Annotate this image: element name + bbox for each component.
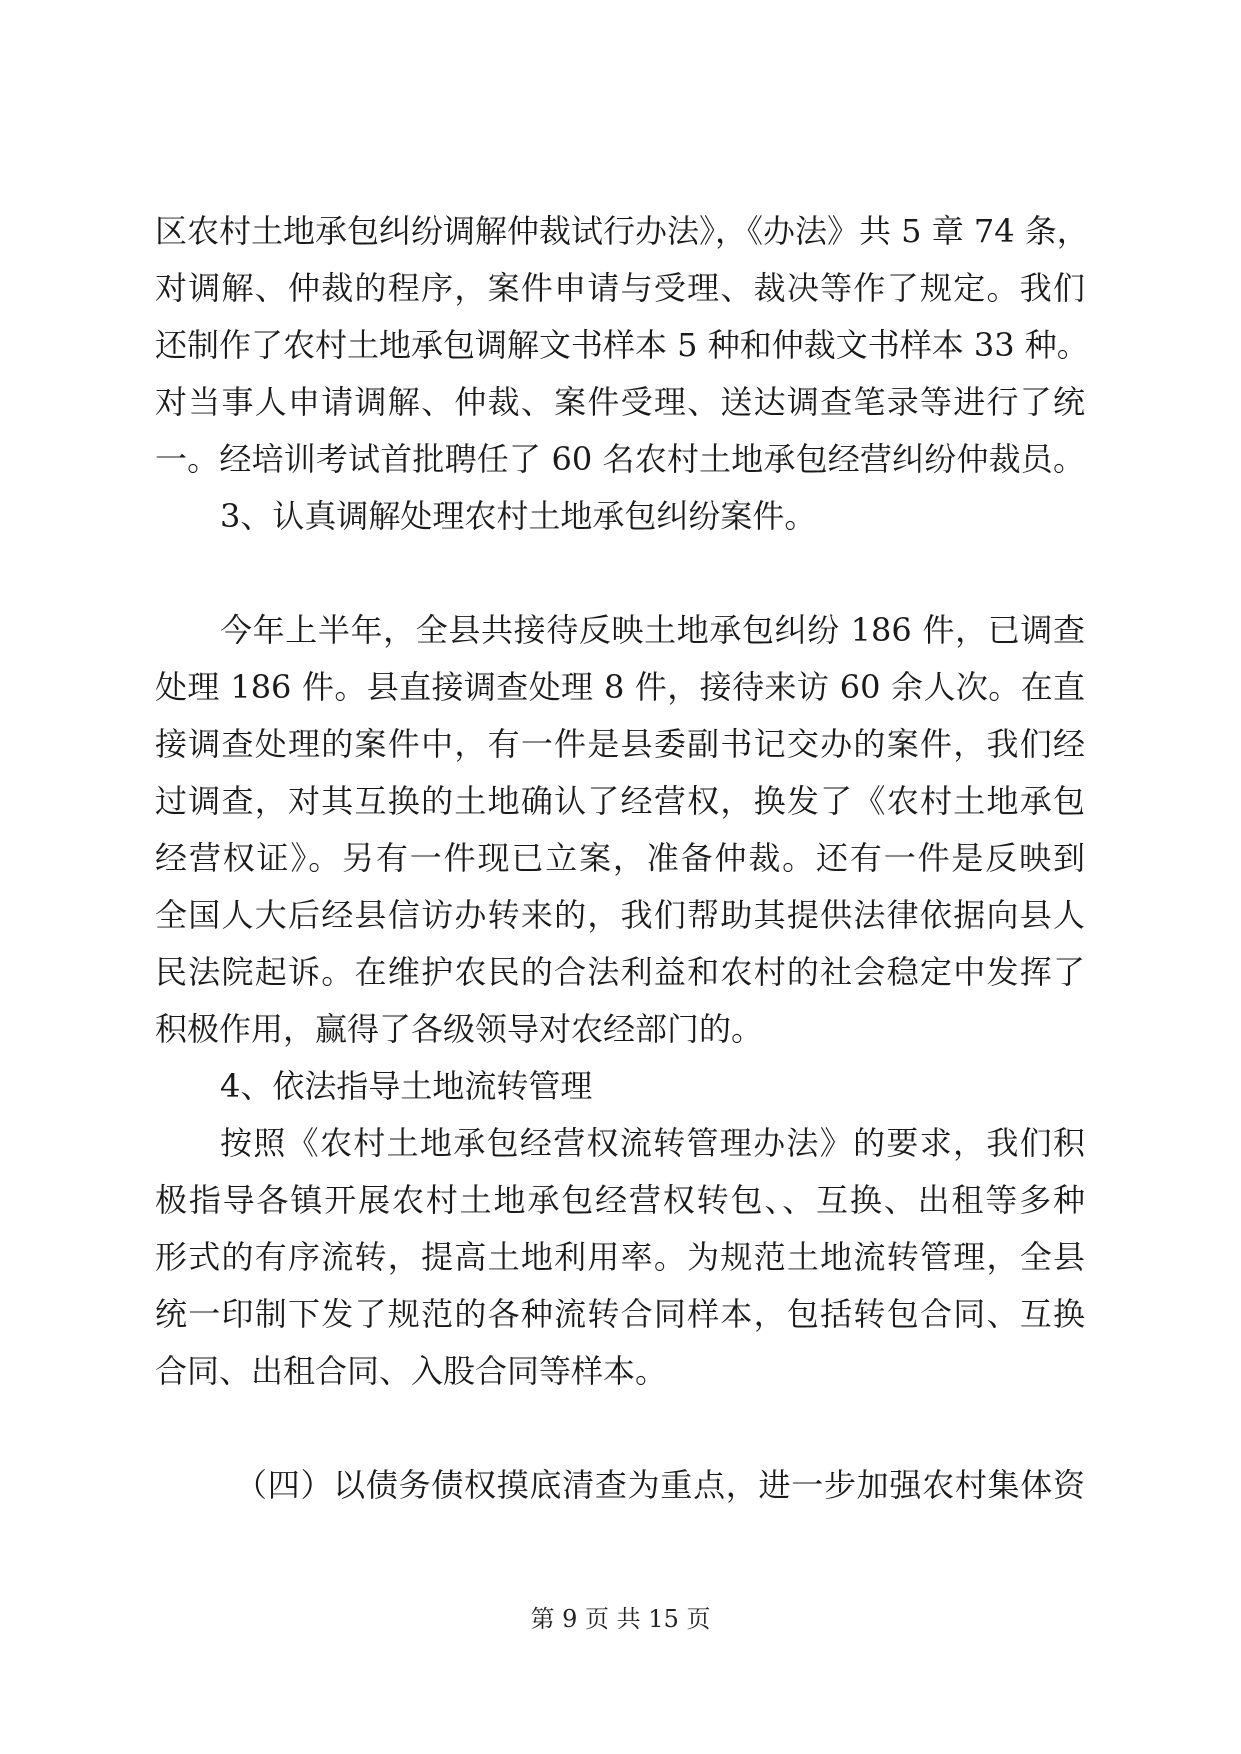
section-heading-4: 4、依法指导土地流转管理 (220, 1067, 593, 1105)
text-line: 还制作了农村土地承包调解文书样本 5 种和仲裁文书样本 33 种。 (155, 326, 1089, 364)
section-heading-3: 3、认真调解处理农村土地承包纠纷案件。 (220, 497, 817, 535)
text-line: 积极作用，赢得了各级领导对农经部门的。 (155, 1010, 764, 1048)
section-heading-four: （四）以债务债权摸底清查为重点，进一步加强农村集体资 (235, 1466, 1085, 1504)
text-line: 形式的有序流转，提高土地利用率。为规范土地流转管理，全县 (155, 1238, 1085, 1276)
text-line: 民法院起诉。在维护农民的合法利益和农村的社会稳定中发挥了 (155, 953, 1085, 991)
text-line: 全国人大后经县信访办转来的，我们帮助其提供法律依据向县人 (155, 896, 1085, 934)
text-line: 对当事人申请调解、仲裁、案件受理、送达调查笔录等进行了统 (155, 383, 1085, 421)
text-line: 极指导各镇开展农村土地承包经营权转包、、互换、出租等多种 (155, 1181, 1085, 1219)
paragraph-first-line: 按照《农村土地承包经营权流转管理办法》的要求，我们积 (220, 1124, 1085, 1162)
text-line: 过调查，对其互换的土地确认了经营权，换发了《农村土地承包 (155, 782, 1085, 820)
text-line: 对调解、仲裁的程序，案件申请与受理、裁决等作了规定。我们 (155, 269, 1085, 307)
text-line: 统一印制下发了规范的各种流转合同样本，包括转包合同、互换 (155, 1295, 1085, 1333)
paragraph-first-line: 今年上半年，全县共接待反映土地承包纠纷 186 件，已调查 (220, 611, 1085, 649)
page-number-footer: 第 9 页 共 15 页 (530, 1605, 711, 1633)
text-line: 经营权证》。另有一件现已立案，准备仲裁。还有一件是反映到 (155, 839, 1085, 877)
text-line: 合同、出租合同、入股合同等样本。 (155, 1352, 668, 1390)
text-line: 处理 186 件。县直接调查处理 8 件，接待来访 60 余人次。在直 (155, 668, 1085, 706)
text-line: 一。经培训考试首批聘任了 60 名农村土地承包经营纠纷仲裁员。 (155, 440, 1085, 478)
text-line: 区农村土地承包纠纷调解仲裁试行办法》，《办法》共 5 章 74 条， (155, 212, 1089, 250)
text-line: 接调查处理的案件中，有一件是县委副书记交办的案件，我们经 (155, 725, 1085, 763)
